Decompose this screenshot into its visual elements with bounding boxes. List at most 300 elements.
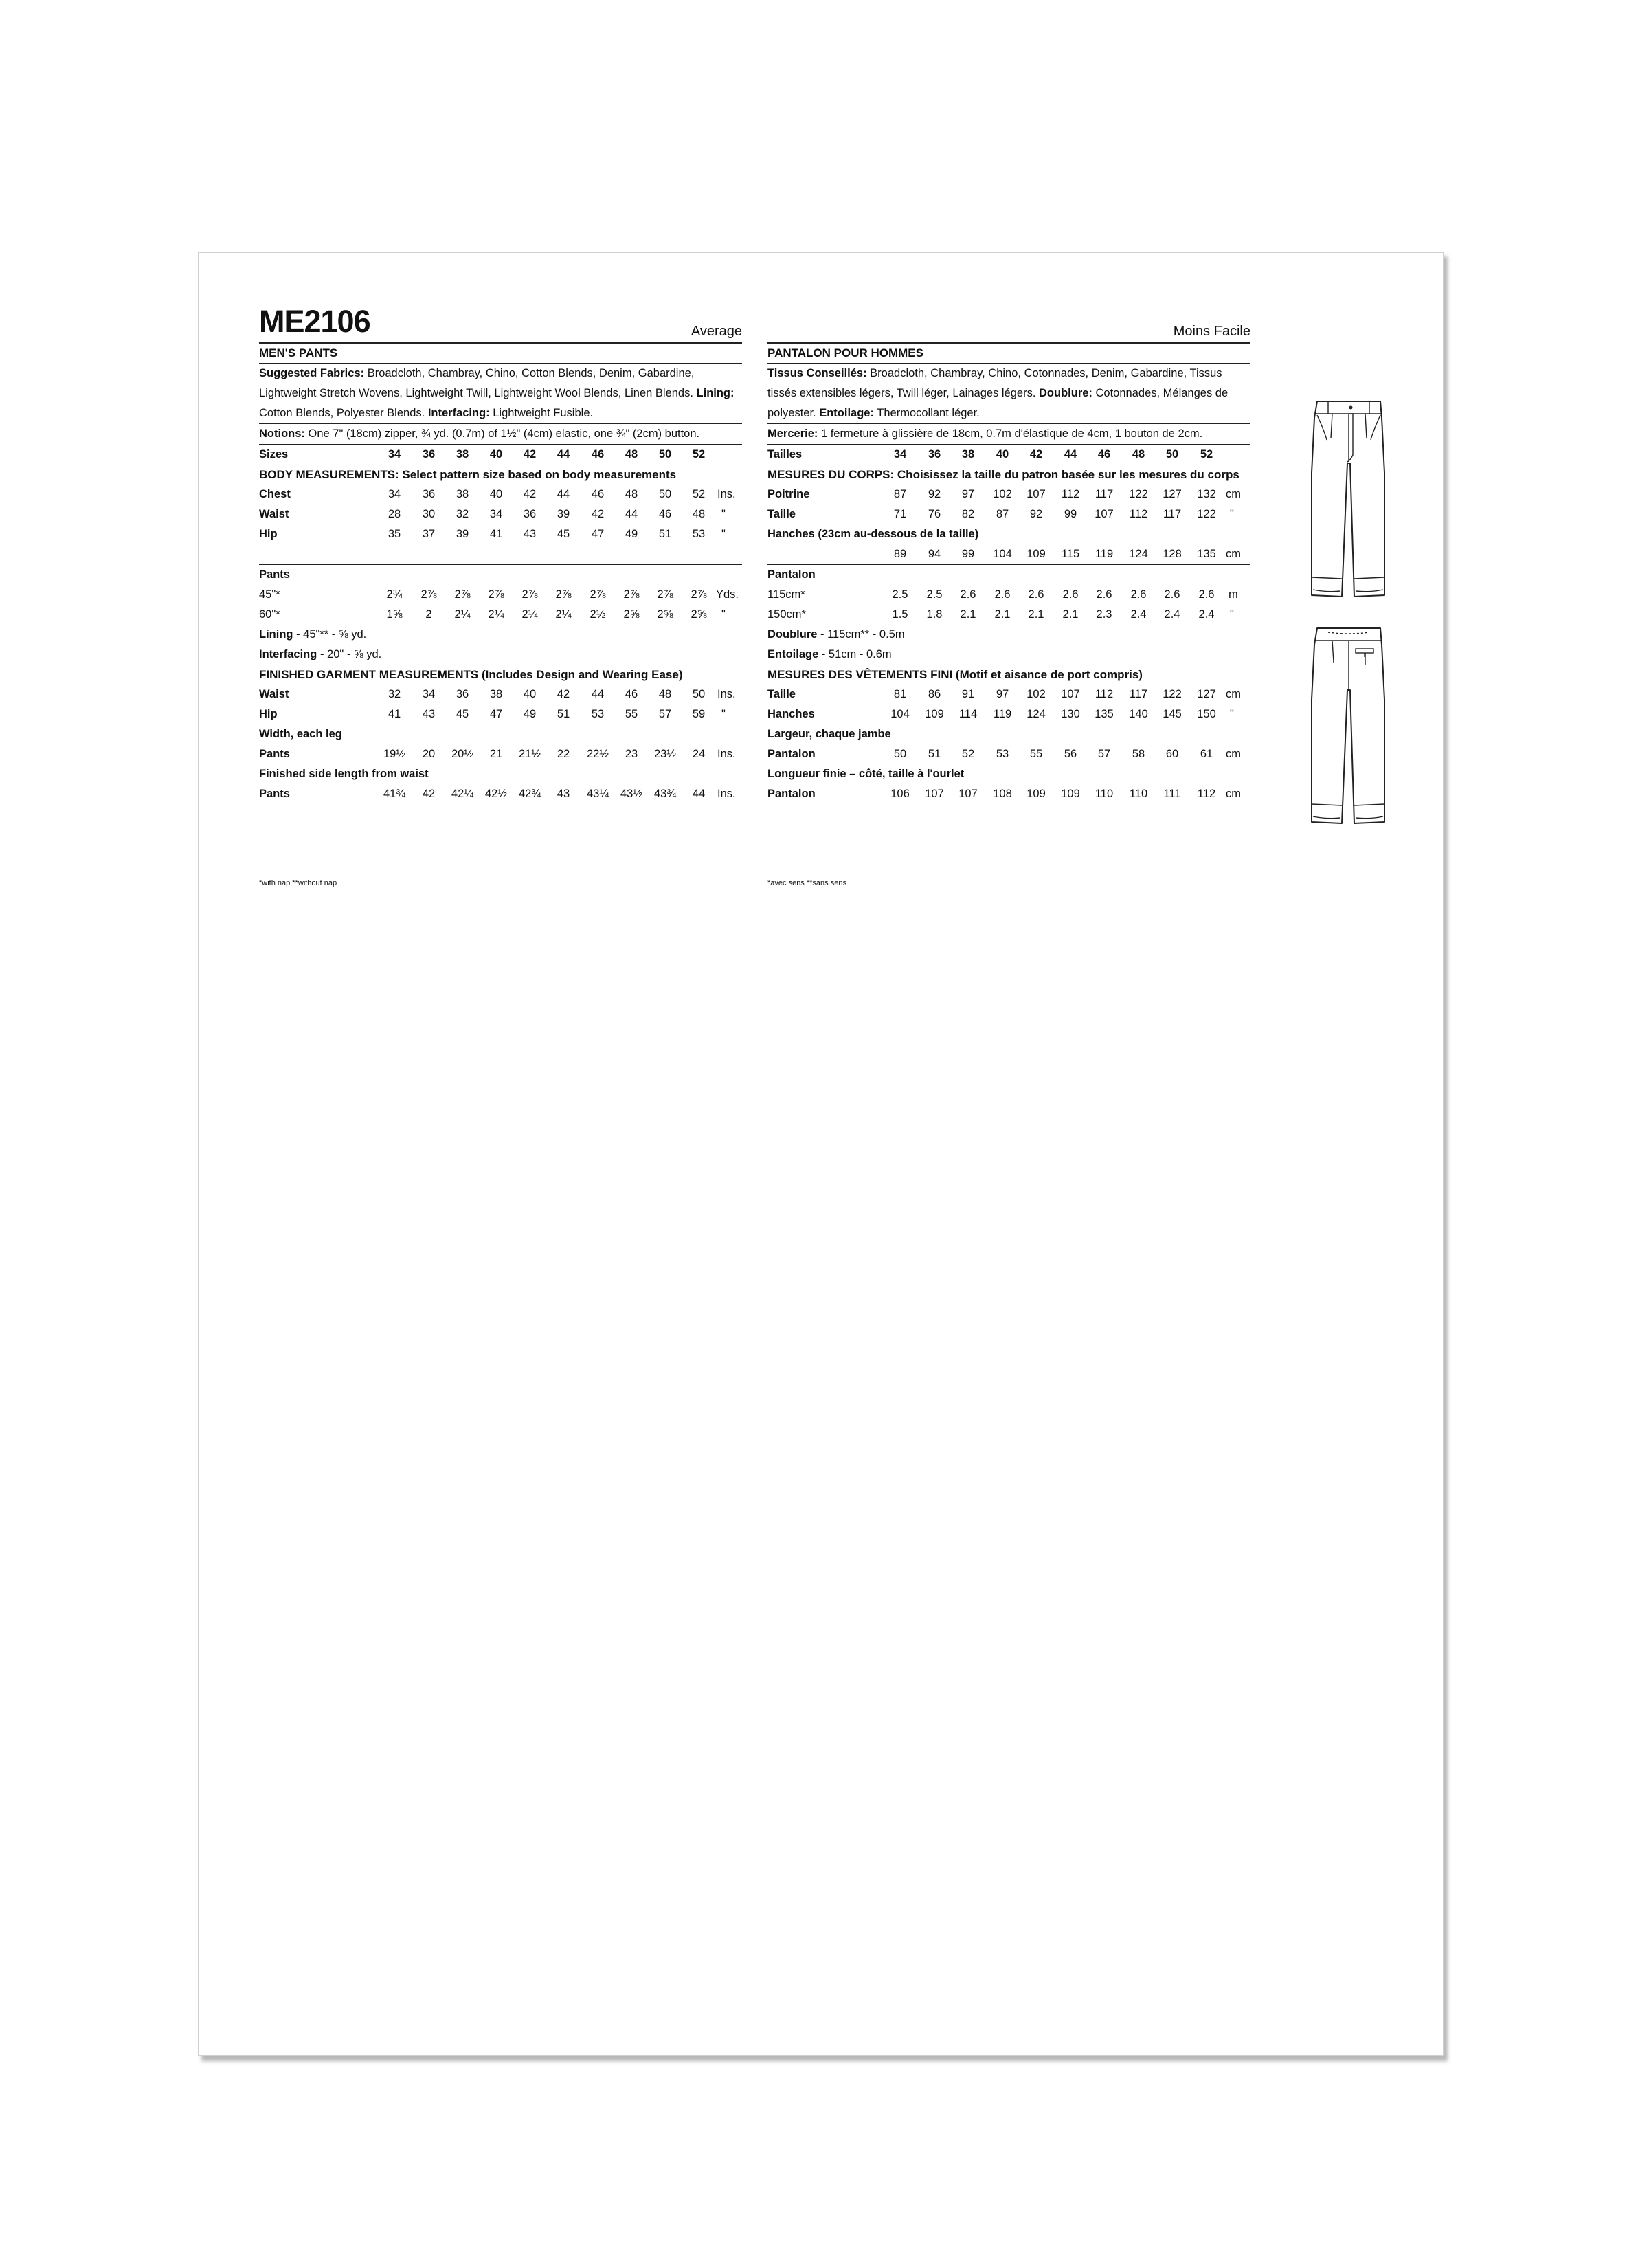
difficulty-level: Average: [691, 324, 742, 339]
value-cell: 44: [692, 788, 706, 800]
value-cell: 2.6: [960, 588, 976, 601]
footnote-french: *avec sens **sans sens: [767, 876, 1250, 887]
value-cell: 145: [1163, 708, 1182, 720]
english-column: [259, 304, 742, 804]
unit-label: ": [721, 708, 726, 720]
value-cell: 46: [658, 508, 672, 520]
size-cell: 40: [489, 448, 503, 460]
value-cell: 76: [928, 508, 941, 520]
unit-label: Ins.: [717, 748, 736, 760]
value-cell: 2⅝: [657, 608, 673, 621]
value-cell: 51: [557, 708, 570, 720]
value-cell: 109: [1061, 788, 1080, 800]
notions-label: Notions:: [259, 427, 305, 440]
finished-measurements-heading: FINISHED GARMENT MEASUREMENTS (Includes Design and Wearing Ease): [259, 668, 683, 681]
value-cell: 2.1: [994, 608, 1011, 621]
value-cell: 150: [1197, 708, 1216, 720]
value-cell: 112: [1197, 788, 1216, 800]
value-cell: 114: [958, 708, 978, 720]
row-label: Hip: [259, 708, 278, 720]
value-cell: 53: [591, 708, 605, 720]
row-label: Pantalon: [767, 748, 816, 760]
value-cell: 2.1: [1062, 608, 1079, 621]
value-cell: 2.6: [1198, 588, 1215, 601]
waist-row: [259, 504, 742, 524]
notions-label: Mercerie:: [767, 427, 818, 440]
value-cell: 48: [692, 508, 706, 520]
french-column: [767, 307, 1250, 804]
interfacing-row-label: Entoilage: [767, 648, 819, 660]
value-cell: 57: [1097, 748, 1111, 760]
lining-row-label: Doublure: [767, 628, 818, 641]
footnote-english: *with nap **without nap: [259, 876, 742, 887]
value-cell: 51: [658, 528, 672, 540]
value-cell: 50: [658, 488, 672, 500]
size-cell: 38: [456, 448, 469, 460]
value-cell: 112: [1061, 488, 1080, 500]
value-cell: 91: [961, 688, 975, 700]
value-cell: 51: [928, 748, 941, 760]
value-cell: 42¾: [518, 788, 541, 800]
pattern-number: ME2106: [259, 304, 370, 339]
interfacing-label: Entoilage:: [819, 407, 874, 419]
value-cell: 46: [625, 688, 638, 700]
width-heading-row: [259, 724, 742, 744]
length-pants-row: [767, 784, 1250, 804]
value-cell: 124: [1027, 708, 1046, 720]
value-cell: 19½: [383, 748, 406, 760]
interfacing-row-text: - 20" - ⅝ yd.: [317, 648, 382, 660]
value-cell: 92: [1029, 508, 1043, 520]
value-cell: 42½: [484, 788, 508, 800]
value-cell: 117: [1163, 508, 1182, 520]
value-cell: 38: [456, 488, 469, 500]
value-cell: 94: [928, 548, 941, 560]
size-cell: 46: [591, 448, 605, 460]
value-cell: 58: [1132, 748, 1145, 760]
value-cell: 87: [996, 508, 1009, 520]
interfacing-row-label: Interfacing: [259, 648, 317, 660]
finished-measurements-heading: MESURES DES VÊTEMENTS FINI (Motif et aisance de port compris): [767, 668, 1143, 681]
size-cell: 36: [928, 448, 941, 460]
value-cell: 2⅞: [691, 588, 707, 601]
value-cell: 50: [893, 748, 907, 760]
value-cell: 140: [1129, 708, 1148, 720]
value-cell: 2.4: [1198, 608, 1215, 621]
size-cell: 50: [658, 448, 672, 460]
value-cell: 122: [1197, 508, 1216, 520]
value-cell: 109: [1027, 548, 1046, 560]
fabrics-paragraph: [259, 364, 742, 424]
body-measurements-heading: BODY MEASUREMENTS: Select pattern size based on body measurements: [259, 468, 677, 481]
value-cell: 2¼: [454, 608, 471, 621]
fabrics-label: Suggested Fabrics:: [259, 367, 365, 379]
value-cell: 49: [625, 528, 638, 540]
value-cell: 2¼: [521, 608, 538, 621]
value-cell: 2¼: [555, 608, 572, 621]
row-label: Hanches: [767, 708, 815, 720]
size-cell: 36: [422, 448, 436, 460]
value-cell: 117: [1129, 688, 1148, 700]
value-cell: 2⅞: [521, 588, 538, 601]
value-cell: 42: [557, 688, 570, 700]
value-cell: 2: [425, 608, 432, 621]
waist-row: [767, 504, 1250, 524]
value-cell: 38: [489, 688, 503, 700]
value-cell: 97: [996, 688, 1009, 700]
unit-label: cm: [1226, 748, 1241, 760]
lining-label: Doublure:: [1039, 387, 1092, 399]
spacer-row: [259, 544, 742, 565]
length-heading-row: [259, 764, 742, 784]
unit-label: ": [1230, 608, 1234, 621]
size-cell: 44: [1064, 448, 1077, 460]
unit-label: m: [1229, 588, 1238, 601]
value-cell: 2⅞: [454, 588, 471, 601]
value-cell: 44: [591, 688, 605, 700]
unit-label: cm: [1226, 788, 1241, 800]
value-cell: 34: [422, 688, 436, 700]
width-pants-row: [259, 744, 742, 764]
value-cell: 117: [1095, 488, 1114, 500]
value-cell: 99: [1064, 508, 1077, 520]
size-cell: 50: [1165, 448, 1179, 460]
value-cell: 110: [1129, 788, 1148, 800]
fabrics-label: Tissus Conseillés:: [767, 367, 867, 379]
value-cell: 35: [388, 528, 401, 540]
value-cell: 59: [692, 708, 706, 720]
value-cell: 2.4: [1130, 608, 1147, 621]
row-label: Taille: [767, 508, 796, 520]
value-cell: 57: [658, 708, 672, 720]
lining-yardage-row: [767, 625, 1250, 645]
size-cell: 44: [557, 448, 570, 460]
notions-text: 1 fermeture à glissière de 18cm, 0.7m d'élastique de 4cm, 1 bouton de 2cm.: [818, 427, 1203, 440]
row-label: Taille: [767, 688, 796, 700]
value-cell: 135: [1095, 708, 1114, 720]
lining-label: Lining:: [696, 387, 734, 399]
value-cell: 45: [456, 708, 469, 720]
value-cell: 48: [625, 488, 638, 500]
value-cell: 119: [1095, 548, 1114, 560]
unit-label: Ins.: [717, 688, 736, 700]
value-cell: 2.3: [1096, 608, 1112, 621]
value-cell: 53: [996, 748, 1009, 760]
value-cell: 97: [961, 488, 975, 500]
value-cell: 47: [591, 528, 605, 540]
value-cell: 102: [1027, 688, 1046, 700]
value-cell: 36: [456, 688, 469, 700]
row-label: Longueur finie – côté, taille à l'ourlet: [767, 768, 965, 780]
fabrics-text: Broadcloth, Chambray, Chino, Cotton Blends, Denim, Gabardine, Lightweight Stretch Wovens, Lightweight Twill, Lightweight Wool Blends, Linen Blends.: [259, 367, 697, 399]
notions-text: One 7" (18cm) zipper, ¾ yd. (0.7m) of 1½" (4cm) elastic, one ¾" (2cm) button.: [304, 427, 700, 440]
lining-row-label: Lining: [259, 628, 293, 641]
value-cell: 107: [958, 788, 978, 800]
value-cell: 42¼: [451, 788, 474, 800]
chest-row: [259, 485, 742, 504]
value-cell: 122: [1163, 688, 1182, 700]
value-cell: 107: [1061, 688, 1080, 700]
size-cell: 38: [961, 448, 975, 460]
garment-title: MEN'S PANTS: [259, 344, 742, 364]
value-cell: 104: [890, 708, 910, 720]
value-cell: 130: [1061, 708, 1080, 720]
unit-label: cm: [1226, 688, 1241, 700]
garment-title: PANTALON POUR HOMMES: [767, 344, 1250, 364]
value-cell: 87: [893, 488, 907, 500]
value-cell: 1⅝: [386, 608, 403, 621]
pants-back-view-icon: [1308, 624, 1390, 830]
hip-label-row: [767, 524, 1250, 544]
value-cell: 36: [422, 488, 436, 500]
value-cell: 109: [1027, 788, 1046, 800]
pants-yardage-heading: [767, 565, 1250, 585]
size-cell: 52: [1200, 448, 1213, 460]
value-cell: 2.1: [960, 608, 976, 621]
value-cell: 108: [993, 788, 1012, 800]
value-cell: 2.4: [1164, 608, 1180, 621]
value-cell: 2⅞: [420, 588, 437, 601]
unit-label: cm: [1226, 548, 1241, 560]
unit-label: ": [721, 528, 726, 540]
value-cell: 41: [388, 708, 401, 720]
yardage-115-row: [767, 585, 1250, 605]
header: [259, 304, 742, 344]
size-cell: 42: [1029, 448, 1043, 460]
value-cell: 2⅝: [623, 608, 640, 621]
row-label: 150cm*: [767, 608, 806, 621]
value-cell: 52: [961, 748, 975, 760]
row-label: Poitrine: [767, 488, 810, 500]
value-cell: 23: [625, 748, 638, 760]
value-cell: 2.6: [1164, 588, 1180, 601]
value-cell: 47: [489, 708, 503, 720]
value-cell: 44: [557, 488, 570, 500]
value-cell: 34: [489, 508, 503, 520]
unit-label: cm: [1226, 488, 1241, 500]
unit-label: Ins.: [717, 788, 736, 800]
sizes-row: [259, 445, 742, 465]
value-cell: 110: [1095, 788, 1114, 800]
unit-label: ": [1230, 708, 1234, 720]
value-cell: 49: [523, 708, 537, 720]
value-cell: 43¾: [653, 788, 677, 800]
value-cell: 2.6: [1028, 588, 1044, 601]
value-cell: 2.6: [994, 588, 1011, 601]
unit-label: ": [721, 608, 726, 621]
width-heading-row: [767, 724, 1250, 744]
value-cell: 56: [1064, 748, 1077, 760]
value-cell: 48: [658, 688, 672, 700]
value-cell: 2¼: [488, 608, 504, 621]
size-cell: 52: [692, 448, 706, 460]
value-cell: 107: [1027, 488, 1046, 500]
value-cell: 107: [925, 788, 944, 800]
value-cell: 2⅞: [555, 588, 572, 601]
interfacing-text: Lightweight Fusible.: [489, 407, 594, 419]
value-cell: 127: [1163, 488, 1182, 500]
value-cell: 40: [523, 688, 537, 700]
value-cell: 2.1: [1028, 608, 1044, 621]
value-cell: 115: [1061, 548, 1080, 560]
length-heading-row: [767, 764, 1250, 784]
row-label: Pants: [259, 788, 290, 800]
lining-yardage-row: [259, 625, 742, 645]
yardage-45-row: [259, 585, 742, 605]
width-pants-row: [767, 744, 1250, 764]
value-cell: 89: [893, 548, 907, 560]
finished-waist-row: [259, 685, 742, 704]
value-cell: 44: [625, 508, 638, 520]
difficulty-level: Moins Facile: [1173, 324, 1250, 339]
value-cell: 43: [557, 788, 570, 800]
row-label: [259, 645, 381, 665]
value-cell: 43: [422, 708, 436, 720]
row-label: Pantalon: [767, 568, 816, 581]
size-cell: 42: [523, 448, 537, 460]
value-cell: 42: [523, 488, 537, 500]
value-cell: 127: [1197, 688, 1216, 700]
value-cell: 37: [422, 528, 436, 540]
hip-row: [259, 524, 742, 544]
value-cell: 2⅞: [590, 588, 606, 601]
value-cell: 112: [1095, 688, 1114, 700]
value-cell: 40: [489, 488, 503, 500]
row-label: Waist: [259, 688, 289, 700]
chest-row: [767, 485, 1250, 504]
value-cell: 2⅞: [488, 588, 504, 601]
value-cell: 2.6: [1096, 588, 1112, 601]
value-cell: 43: [523, 528, 537, 540]
unit-label: ": [1230, 508, 1234, 520]
finished-hip-row: [767, 704, 1250, 724]
size-cell: 48: [1132, 448, 1145, 460]
size-cell: 34: [388, 448, 401, 460]
size-cell: 48: [625, 448, 638, 460]
finished-waist-row: [767, 685, 1250, 704]
value-cell: 132: [1197, 488, 1216, 500]
value-cell: 41¾: [383, 788, 406, 800]
value-cell: 107: [1095, 508, 1114, 520]
value-cell: 1.8: [926, 608, 943, 621]
value-cell: 99: [961, 548, 975, 560]
value-cell: 52: [692, 488, 706, 500]
pants-front-view-icon: [1308, 397, 1390, 603]
value-cell: 2.5: [892, 588, 908, 601]
row-label: Chest: [259, 488, 291, 500]
value-cell: 55: [1029, 748, 1043, 760]
value-cell: 41: [489, 528, 503, 540]
value-cell: 2.5: [926, 588, 943, 601]
value-cell: 20: [422, 748, 436, 760]
row-label: [767, 625, 905, 645]
value-cell: 53: [692, 528, 706, 540]
value-cell: 24: [692, 748, 706, 760]
lining-text: Cotton Blends, Polyester Blends.: [259, 407, 428, 419]
lining-text: Cotonnades, Mélanges de polyester.: [767, 387, 1229, 419]
body-measurements-heading: MESURES DU CORPS: Choisissez la taille du patron basée sur les mesures du corps: [767, 468, 1239, 481]
interfacing-yardage-row: [767, 645, 1250, 665]
row-label: 60"*: [259, 608, 280, 621]
length-pants-row: [259, 784, 742, 804]
value-cell: 2⅞: [657, 588, 673, 601]
unit-label: ": [721, 508, 726, 520]
value-cell: 23½: [653, 748, 677, 760]
notions-paragraph: [767, 424, 1250, 445]
value-cell: 102: [993, 488, 1012, 500]
fabrics-paragraph: [767, 364, 1250, 424]
value-cell: 61: [1200, 748, 1213, 760]
row-label: Finished side length from waist: [259, 768, 429, 780]
unit-label: Ins.: [717, 488, 736, 500]
row-label: 115cm*: [767, 588, 805, 601]
row-label: Largeur, chaque jambe: [767, 728, 891, 740]
value-cell: 124: [1129, 548, 1148, 560]
sizes-row: [767, 445, 1250, 465]
row-label: [767, 645, 892, 665]
value-cell: 112: [1129, 508, 1148, 520]
value-cell: 30: [422, 508, 436, 520]
unit-label: Yds.: [716, 588, 739, 601]
size-cell: 40: [996, 448, 1009, 460]
value-cell: 92: [928, 488, 941, 500]
lining-row-text: - 115cm** - 0.5m: [817, 628, 905, 641]
interfacing-text: Thermocollant léger.: [873, 407, 980, 419]
value-cell: 2½: [590, 608, 606, 621]
pants-yardage-heading: [259, 565, 742, 585]
value-cell: 128: [1163, 548, 1182, 560]
value-cell: 22½: [586, 748, 609, 760]
value-cell: 21½: [518, 748, 541, 760]
interfacing-row-text: - 51cm - 0.6m: [818, 648, 892, 660]
size-cell: 46: [1097, 448, 1111, 460]
hip-row: [767, 544, 1250, 565]
value-cell: 2.6: [1062, 588, 1079, 601]
yardage-150-row: [767, 605, 1250, 625]
row-label: Width, each leg: [259, 728, 342, 740]
notions-paragraph: [259, 424, 742, 445]
value-cell: 43¼: [586, 788, 609, 800]
value-cell: 32: [456, 508, 469, 520]
value-cell: 86: [928, 688, 941, 700]
value-cell: 135: [1197, 548, 1216, 560]
row-label: 45"*: [259, 588, 280, 601]
value-cell: 2⅝: [691, 608, 707, 621]
value-cell: 20½: [451, 748, 474, 760]
value-cell: 34: [388, 488, 401, 500]
value-cell: 32: [388, 688, 401, 700]
value-cell: 82: [961, 508, 975, 520]
row-label: Pants: [259, 748, 290, 760]
value-cell: 28: [388, 508, 401, 520]
row-label: Pantalon: [767, 788, 816, 800]
value-cell: 45: [557, 528, 570, 540]
value-cell: 36: [523, 508, 537, 520]
value-cell: 81: [893, 688, 907, 700]
value-cell: 104: [993, 548, 1012, 560]
finished-hip-row: [259, 704, 742, 724]
value-cell: 1.5: [892, 608, 908, 621]
value-cell: 42: [422, 788, 436, 800]
value-cell: 111: [1163, 788, 1181, 800]
value-cell: 2¾: [386, 588, 403, 601]
value-cell: 39: [456, 528, 469, 540]
value-cell: 2.6: [1130, 588, 1147, 601]
value-cell: 71: [893, 508, 907, 520]
fabrics-text: Broadcloth, Chambray, Chino, Cotonnades, Denim, Gabardine, Tissus tissés extensibles légers, Twill léger, Lainages légers.: [767, 367, 1222, 399]
row-label: Waist: [259, 508, 289, 520]
value-cell: 122: [1129, 488, 1148, 500]
